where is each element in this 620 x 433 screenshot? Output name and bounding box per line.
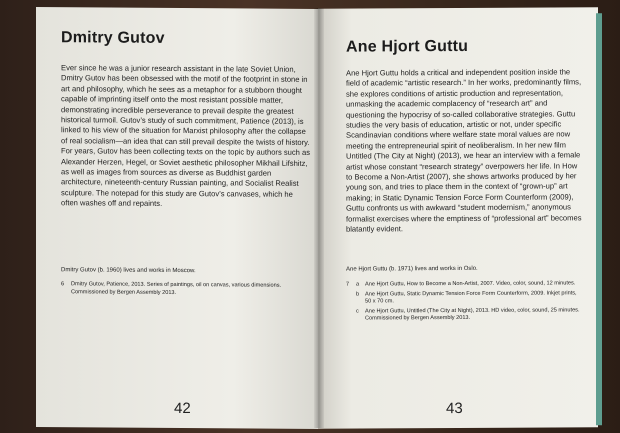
footnote-number: 6	[61, 281, 65, 288]
footnote-text: Ane Hjort Guttu, Untitled (The City at Night), 2013. HD video, color, sound, 25 minutes. Commissioned by Bergen Assembly 2013.	[365, 307, 580, 322]
footnote	[346, 307, 584, 323]
artist-bio: Ane Hjort Guttu (b. 1971) lives and works in Oslo.	[346, 265, 478, 273]
footnote-letter: b	[356, 291, 360, 298]
footnote	[346, 290, 584, 306]
open-book	[36, 8, 598, 428]
cover-edge	[596, 13, 602, 425]
footnote-text: Ane Hjort Guttu, How to Become a Non-Artist, 2007. Video, color, sound, 12 minutes.	[365, 280, 576, 288]
footnote-number	[346, 308, 356, 323]
left-page	[36, 7, 318, 429]
footnote	[346, 280, 584, 289]
artist-heading: Ane Hjort Guttu	[346, 37, 469, 56]
artist-heading: Dmitry Gutov	[61, 29, 165, 47]
footnote-letter: c	[356, 308, 359, 315]
footnote-number	[346, 291, 356, 306]
right-page	[318, 7, 598, 428]
footnote-text: Ane Hjort Guttu, Static Dynamic Tension Force Form Counterform, 2009. Inkjet prints, 50 x 70 cm.	[365, 289, 577, 305]
footnote-number: 7	[346, 281, 350, 288]
artist-essay: Ane Hjort Guttu holds a critical and independent position inside the field of academic “artistic research.” In her works, predominantly films, she explores conditions of artistic production and representation, unmasking the academic complacency of “research art” and questioning the hypocrisy of so-called collaborative strategies. Guttu studies the very basis of education, artistic or not, under specific Scandinavian conditions where welfare state moral values are now meeting the entrepreneurial spirit of neoliberalism. In her new film Untitled (The City at Night) (2013), we hear an interview with a female artist whose constant “research strategy” overpowers her life. In How to Become a Non-Artist (2007), she shows artworks produced by her young son, and tries to place them in the context of “grown-up” art making; in Static Dynamic Tension Force Form Counterform (2009), Guttu confronts us with awkward “student modernism,” anonymous formalist exercises where the emptiness of “professional art” becomes blatantly evident.	[346, 67, 582, 234]
artist-essay: Ever since he was a junior research assistant in the late Soviet Union, Dmitry Gutov has been obsessed with the motif of the footprint in stone in art and philosophy, which he sees as a metaphor for a stubborn thought capable of imprinting itself onto the most resistant possible matter, demonstrating incredible perseverance to prevail despite the greatest historical turmoil. Gutov’s study of such commitment, Patience (2013), is linked to his view of the situation for Marxist philosophy after the collapse of real socialism—an idea that can still prevail despite the twists of history. For years, Gutov has been collecting texts on the topic by authors such as Alexander Herzen, Hegel, or Soviet aesthetic philosopher Mikhail Lifshitz, as well as images from sources as diverse as Buddhist garden architecture, nineteenth-century Russian painting, and Socialist Realist sculpture. The notepad for this study are Gutov’s canvases, which he often washes off and repaints.	[61, 63, 311, 209]
artist-bio: Dmitry Gutov (b. 1960) lives and works in Moscow.	[61, 267, 196, 275]
footnotes	[61, 281, 301, 300]
footnote-letter: a	[356, 281, 360, 288]
footnote-text: Dmitry Gutov, Patience, 2013. Series of paintings, oil on canvas, various dimensions. Commissioned by Bergen Assembly 2013.	[71, 281, 282, 296]
book-spine-shadow	[314, 8, 324, 428]
page-number: 42	[174, 399, 191, 418]
footnotes	[346, 280, 584, 325]
page-number: 43	[446, 399, 463, 418]
footnote	[61, 281, 301, 298]
